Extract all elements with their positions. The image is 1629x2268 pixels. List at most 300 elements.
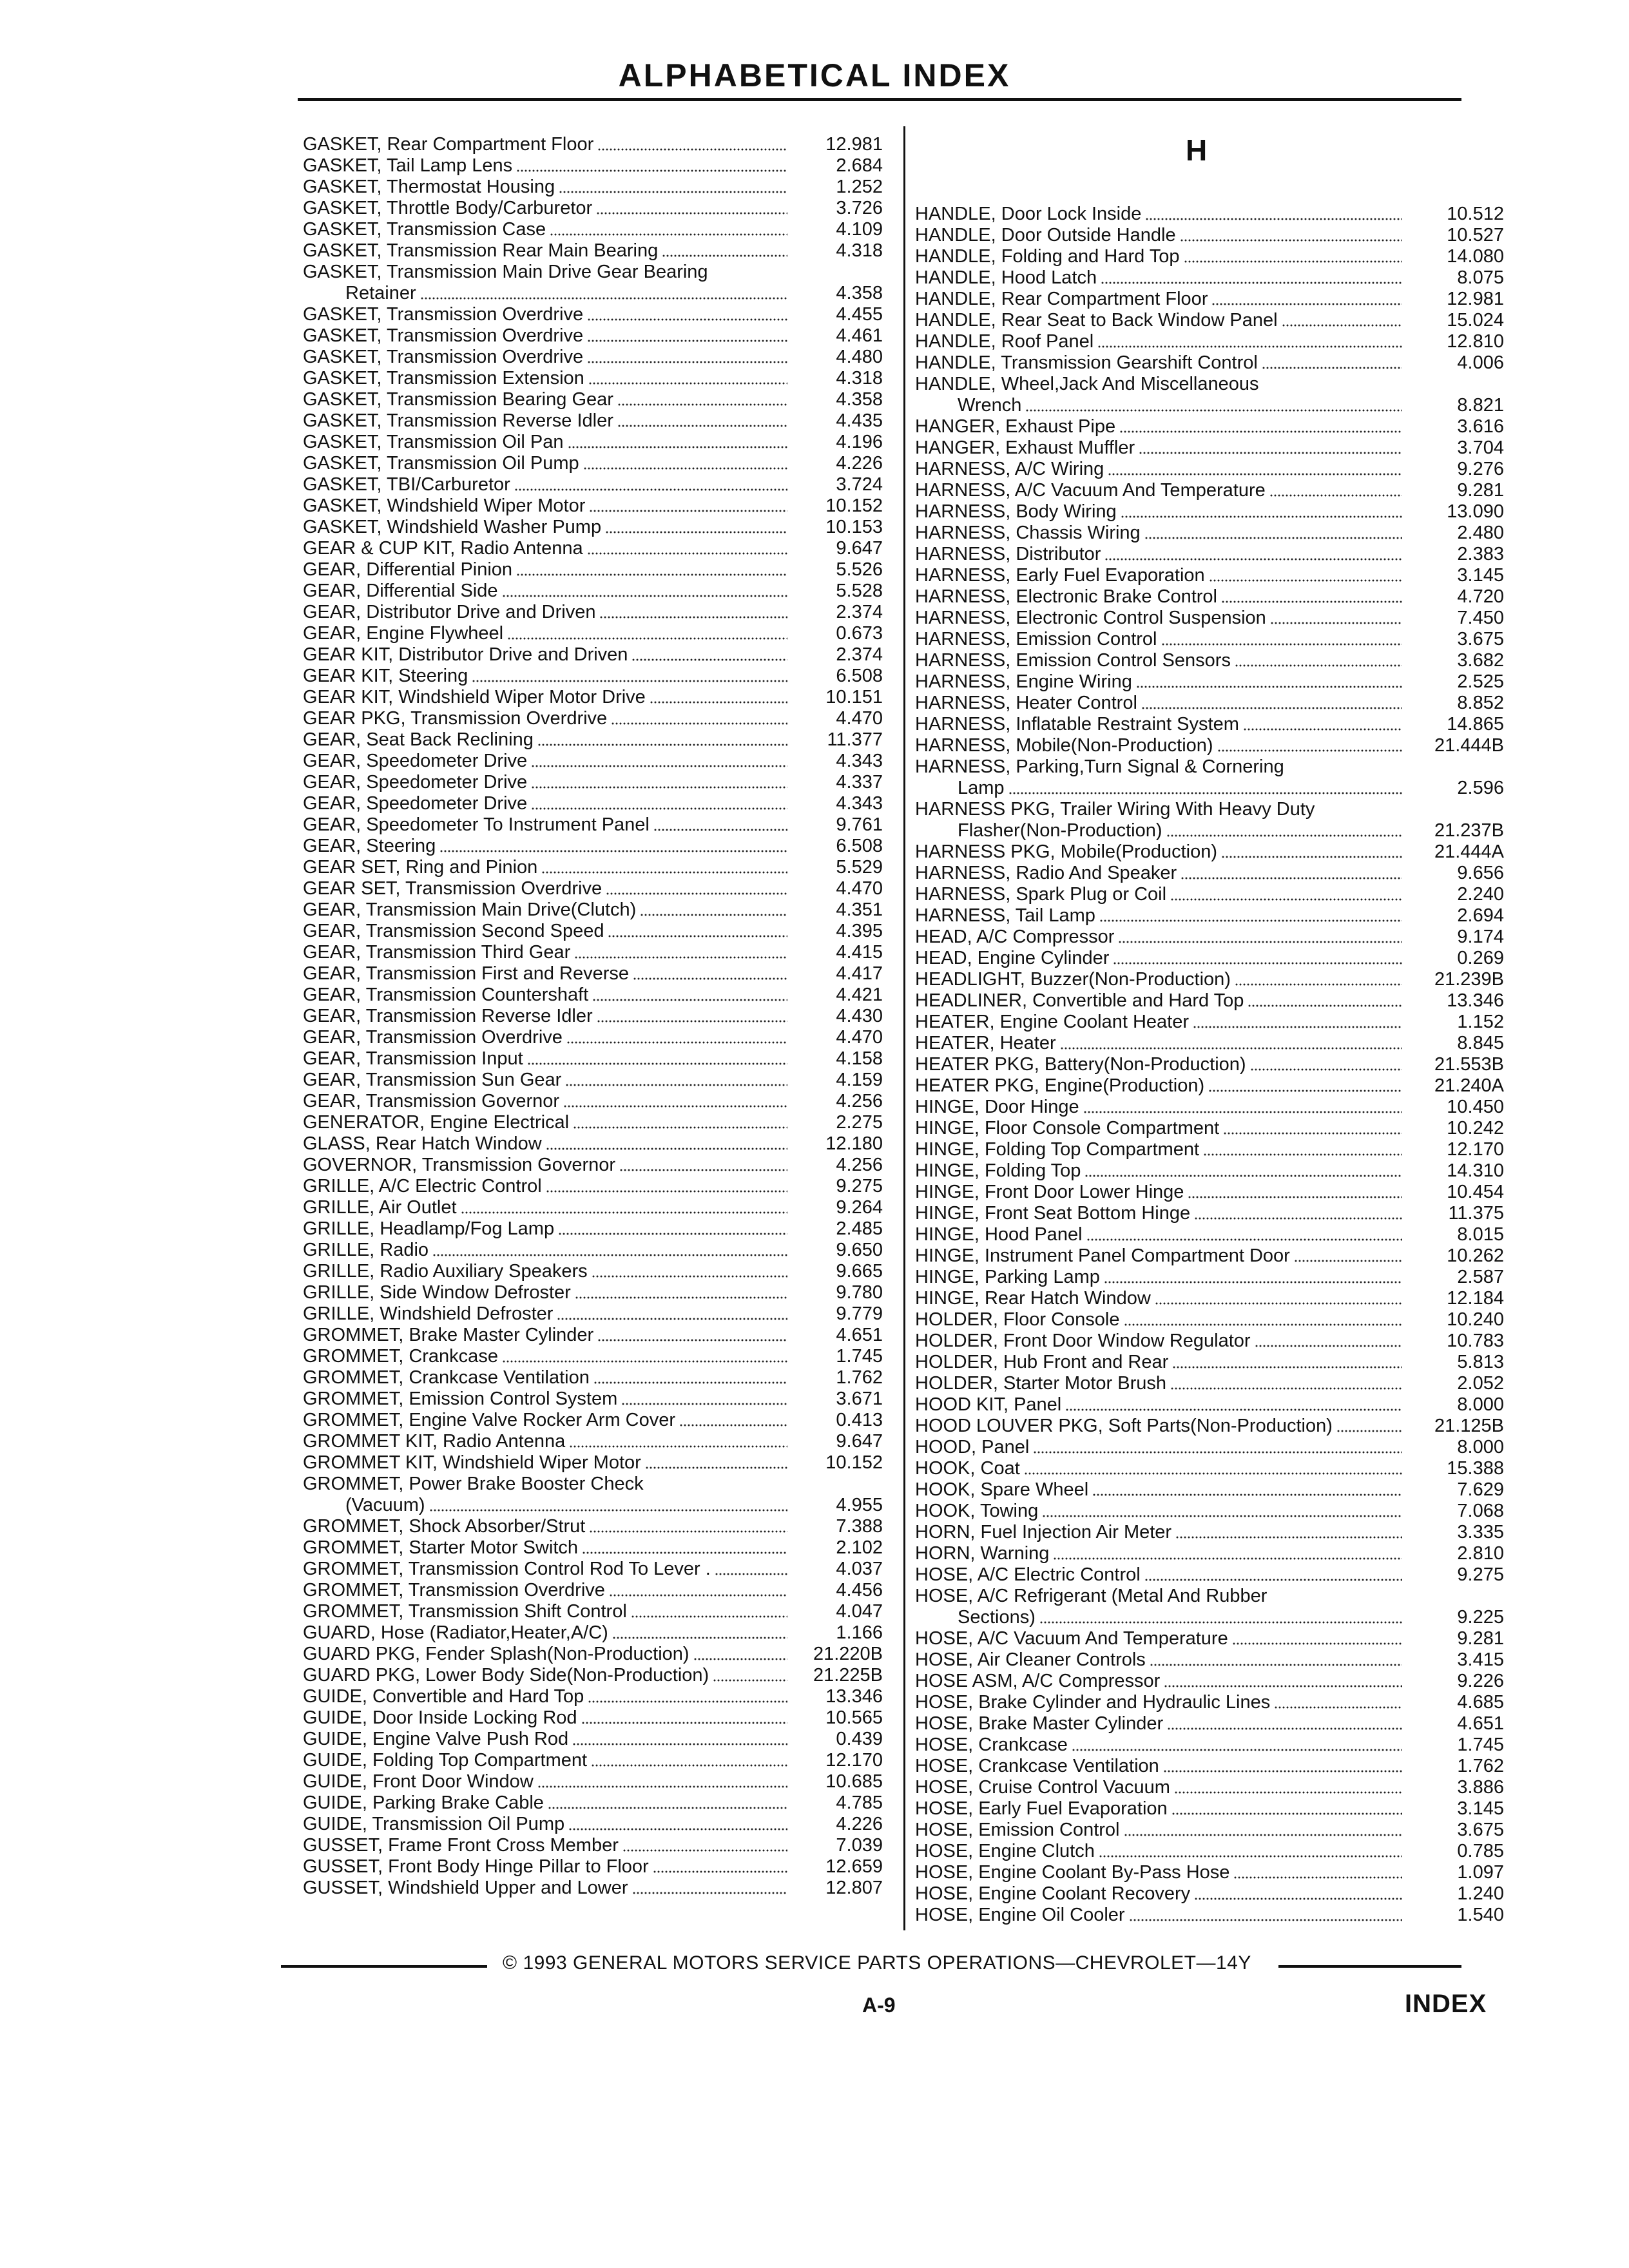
index-entry-label: HORN, Fuel Injection Air Meter bbox=[915, 1523, 1172, 1542]
dot-leader bbox=[1184, 260, 1402, 263]
index-entry-page-ref: 14.310 bbox=[1447, 1160, 1504, 1181]
left-index-column bbox=[303, 133, 883, 1898]
index-entry bbox=[303, 303, 883, 324]
index-entry-label: HOSE, Cruise Control Vacuum bbox=[915, 1778, 1170, 1797]
index-entry bbox=[303, 1047, 883, 1068]
index-entry-label: HARNESS, Distributor bbox=[915, 545, 1101, 564]
dot-leader bbox=[1099, 919, 1402, 922]
index-entry-page-ref: 13.346 bbox=[825, 1686, 883, 1707]
dot-leader bbox=[514, 488, 787, 491]
index-entry-label: HEADLIGHT, Buzzer(Non-Production) bbox=[915, 970, 1231, 989]
index-entry-page-ref: 4.037 bbox=[836, 1559, 883, 1579]
index-entry-label: GASKET, Transmission Oil Pump bbox=[303, 454, 579, 473]
index-entry-label: GROMMET KIT, Windshield Wiper Motor bbox=[303, 1454, 641, 1472]
dot-leader bbox=[559, 191, 787, 193]
index-entry-label: HARNESS, Mobile(Non-Production) bbox=[915, 736, 1213, 755]
dot-leader bbox=[1108, 473, 1402, 476]
dot-leader bbox=[1164, 1685, 1402, 1687]
index-entry-label: HARNESS PKG, Mobile(Production) bbox=[915, 843, 1217, 861]
dot-leader bbox=[1053, 1557, 1402, 1560]
index-entry-label: HORN, Warning bbox=[915, 1544, 1050, 1563]
index-entry bbox=[303, 1408, 883, 1430]
dot-leader bbox=[507, 637, 787, 640]
index-entry bbox=[915, 1393, 1504, 1414]
dot-leader bbox=[593, 1381, 787, 1384]
dot-leader bbox=[587, 361, 787, 363]
index-entry-page-ref: 9.656 bbox=[1457, 863, 1504, 883]
index-entry-page-ref: 21.239B bbox=[1434, 969, 1504, 990]
index-entry bbox=[915, 861, 1504, 883]
index-entry bbox=[303, 707, 883, 728]
dot-leader bbox=[1150, 1664, 1402, 1666]
index-entry bbox=[915, 1478, 1504, 1499]
index-entry-label: GROMMET, Shock Absorber/Strut bbox=[303, 1517, 586, 1536]
index-entry bbox=[303, 1217, 883, 1238]
index-entry bbox=[915, 1010, 1504, 1032]
dot-leader bbox=[1208, 1090, 1402, 1092]
index-entry bbox=[915, 564, 1504, 585]
index-entry-page-ref: 4.455 bbox=[836, 304, 883, 325]
dot-leader bbox=[1221, 856, 1402, 858]
index-entry-label: HARNESS, Body Wiring bbox=[915, 503, 1117, 521]
index-entry-label: HARNESS, Emission Control Sensors bbox=[915, 651, 1231, 670]
index-entry-page-ref: 21.444A bbox=[1434, 841, 1504, 862]
index-entry bbox=[303, 1536, 883, 1557]
index-entry-label: GRILLE, Radio bbox=[303, 1241, 429, 1260]
index-entry bbox=[303, 452, 883, 473]
index-entry-page-ref: 13.346 bbox=[1447, 990, 1504, 1011]
index-entry-label: HANDLE, Transmission Gearshift Control bbox=[915, 354, 1258, 372]
index-entry bbox=[303, 218, 883, 239]
index-entry bbox=[915, 1797, 1504, 1818]
index-entry-page-ref: 1.097 bbox=[1457, 1862, 1504, 1883]
dot-leader bbox=[1209, 579, 1402, 582]
index-entry-page-ref: 21.553B bbox=[1434, 1054, 1504, 1075]
dot-leader bbox=[1288, 771, 1402, 773]
index-entry-page-ref: 8.852 bbox=[1457, 693, 1504, 713]
index-entry bbox=[915, 1053, 1504, 1074]
dot-leader bbox=[1167, 1727, 1402, 1730]
index-entry-page-ref: 9.650 bbox=[836, 1240, 883, 1260]
index-entry-page-ref: 9.275 bbox=[836, 1176, 883, 1196]
dot-leader bbox=[563, 1105, 787, 1108]
page-title: ALPHABETICAL INDEX bbox=[618, 57, 1011, 93]
index-entry-page-ref: 4.226 bbox=[836, 1814, 883, 1834]
index-entry bbox=[915, 309, 1504, 330]
index-entry-label: GASKET, Transmission Overdrive bbox=[303, 348, 584, 367]
dot-leader bbox=[1172, 1366, 1402, 1369]
dot-leader bbox=[516, 573, 787, 576]
index-entry-label: HINGE, Instrument Panel Compartment Door bbox=[915, 1247, 1290, 1265]
index-entry-label: HARNESS, Electronic Brake Control bbox=[915, 588, 1217, 606]
index-entry-page-ref: 7.068 bbox=[1457, 1501, 1504, 1521]
index-entry bbox=[303, 537, 883, 558]
index-entry-label: HOSE, Engine Coolant Recovery bbox=[915, 1885, 1191, 1903]
index-entry-label: GROMMET KIT, Radio Antenna bbox=[303, 1432, 566, 1451]
index-entry-label: HOSE, Brake Master Cylinder bbox=[915, 1715, 1164, 1733]
index-entry-page-ref: 3.675 bbox=[1457, 1820, 1504, 1840]
index-entry-label: HANGER, Exhaust Pipe bbox=[915, 418, 1116, 436]
dot-leader bbox=[1072, 1749, 1402, 1751]
index-entry bbox=[303, 558, 883, 579]
index-entry bbox=[915, 776, 1504, 798]
index-entry-page-ref: 8.000 bbox=[1457, 1437, 1504, 1457]
index-entry-label: GUIDE, Door Inside Locking Rod bbox=[303, 1709, 577, 1727]
index-entry bbox=[915, 606, 1504, 628]
index-entry bbox=[915, 1457, 1504, 1478]
index-entry-page-ref: 4.651 bbox=[1457, 1713, 1504, 1734]
dot-leader bbox=[632, 1892, 787, 1894]
dot-leader bbox=[1180, 239, 1402, 242]
index-entry-page-ref: 4.109 bbox=[836, 219, 883, 240]
index-entry-label: GEAR, Steering bbox=[303, 837, 436, 856]
dot-leader bbox=[1139, 452, 1402, 454]
dot-leader bbox=[1250, 1068, 1402, 1071]
index-entry-label: GEAR, Seat Back Reclining bbox=[303, 731, 534, 749]
dot-leader bbox=[569, 1445, 787, 1448]
dot-leader bbox=[1025, 409, 1402, 412]
index-entry bbox=[303, 133, 883, 154]
dot-leader bbox=[587, 318, 787, 321]
index-entry-page-ref: 2.383 bbox=[1457, 544, 1504, 564]
index-entry bbox=[915, 202, 1504, 224]
index-entry bbox=[303, 1685, 883, 1706]
dot-leader bbox=[1248, 1004, 1402, 1007]
index-entry-label: GASKET, Transmission Oil Pan bbox=[303, 433, 564, 452]
index-entry-page-ref: 1.166 bbox=[836, 1622, 883, 1643]
index-entry-label: HOSE, Air Cleaner Controls bbox=[915, 1651, 1146, 1669]
dot-leader bbox=[574, 956, 787, 959]
dot-leader bbox=[592, 999, 787, 1001]
dot-leader bbox=[1203, 1153, 1402, 1156]
index-entry-label: GROMMET, Transmission Control Rod To Lever . bbox=[303, 1560, 711, 1579]
index-entry-page-ref: 2.052 bbox=[1457, 1373, 1504, 1394]
dot-leader bbox=[1145, 218, 1402, 220]
index-entry-page-ref: 3.682 bbox=[1457, 650, 1504, 671]
index-entry bbox=[303, 1430, 883, 1451]
index-entry-label: HANDLE, Roof Panel bbox=[915, 332, 1094, 351]
index-entry-page-ref: 4.470 bbox=[836, 878, 883, 899]
index-entry-page-ref: 2.102 bbox=[836, 1537, 883, 1558]
index-entry-page-ref: 4.358 bbox=[836, 283, 883, 303]
dot-leader bbox=[432, 1254, 787, 1256]
index-entry-label: HOSE, A/C Vacuum And Temperature bbox=[915, 1629, 1228, 1648]
dot-leader bbox=[1271, 1600, 1402, 1602]
index-entry-page-ref: 3.335 bbox=[1457, 1522, 1504, 1542]
index-entry bbox=[915, 1861, 1504, 1882]
index-entry bbox=[915, 1818, 1504, 1840]
index-entry bbox=[303, 813, 883, 834]
index-entry bbox=[303, 898, 883, 919]
index-entry-label: HINGE, Front Door Lower Hinge bbox=[915, 1183, 1184, 1202]
index-entry-page-ref: 13.090 bbox=[1447, 501, 1504, 522]
index-entry bbox=[915, 287, 1504, 309]
index-entry-label: HANDLE, Wheel,Jack And Miscellaneous bbox=[915, 375, 1259, 394]
index-entry-page-ref: 10.512 bbox=[1447, 204, 1504, 224]
index-entry-label: GUSSET, Windshield Upper and Lower bbox=[303, 1879, 628, 1898]
dot-leader bbox=[1060, 1047, 1402, 1050]
index-entry bbox=[915, 1244, 1504, 1265]
index-entry bbox=[915, 394, 1504, 415]
dot-leader bbox=[1269, 494, 1402, 497]
dot-leader bbox=[1129, 1919, 1402, 1921]
index-entry-page-ref: 4.358 bbox=[836, 389, 883, 410]
index-entry-label: HARNESS, Chassis Wiring bbox=[915, 524, 1141, 543]
dot-leader bbox=[1232, 1642, 1402, 1645]
index-entry-label: HARNESS, Electronic Control Suspension bbox=[915, 609, 1266, 628]
index-entry-page-ref: 10.685 bbox=[825, 1771, 883, 1792]
index-entry-page-ref: 4.343 bbox=[836, 793, 883, 814]
index-entry-label: HARNESS, Early Fuel Evaporation bbox=[915, 566, 1205, 585]
index-entry bbox=[303, 1770, 883, 1791]
index-entry bbox=[303, 388, 883, 409]
dot-leader bbox=[1274, 1706, 1402, 1709]
index-entry bbox=[303, 1664, 883, 1685]
index-entry-page-ref: 12.981 bbox=[825, 134, 883, 155]
index-entry-page-ref: 21.220B bbox=[813, 1644, 883, 1664]
index-entry bbox=[303, 622, 883, 643]
index-entry bbox=[303, 515, 883, 537]
index-entry bbox=[915, 372, 1504, 394]
index-entry-label: GEAR, Transmission Input bbox=[303, 1050, 523, 1068]
index-entry bbox=[303, 1494, 883, 1515]
index-entry-label: HOOD LOUVER PKG, Soft Parts(Non-Production) bbox=[915, 1417, 1333, 1436]
index-entry bbox=[303, 1642, 883, 1664]
dot-leader bbox=[582, 1552, 787, 1554]
index-entry-label: GEAR, Transmission First and Reverse bbox=[303, 965, 630, 983]
index-entry bbox=[915, 1032, 1504, 1053]
index-entry-page-ref: 1.762 bbox=[1457, 1756, 1504, 1776]
index-entry bbox=[915, 755, 1504, 776]
index-entry-label: HEATER, Heater bbox=[915, 1034, 1056, 1053]
index-entry-page-ref: 9.647 bbox=[836, 1431, 883, 1452]
index-entry bbox=[915, 1180, 1504, 1202]
index-entry bbox=[915, 1712, 1504, 1733]
dot-leader bbox=[679, 1424, 787, 1427]
footer-copyright: © 1993 GENERAL MOTORS SERVICE PARTS OPERATIONS—CHEVROLET—14Y bbox=[503, 1952, 1251, 1974]
index-entry bbox=[303, 1706, 883, 1727]
index-entry-page-ref: 4.226 bbox=[836, 453, 883, 474]
index-entry bbox=[303, 579, 883, 601]
index-entry-label: HOOK, Coat bbox=[915, 1459, 1020, 1478]
index-entry-label: GEAR, Transmission Governor bbox=[303, 1092, 560, 1111]
index-entry-label: GASKET, Transmission Extension bbox=[303, 369, 584, 388]
dot-leader bbox=[631, 1615, 787, 1618]
dot-leader bbox=[609, 1594, 787, 1597]
index-entry bbox=[303, 1834, 883, 1855]
index-entry-page-ref: 4.417 bbox=[836, 963, 883, 984]
index-entry-label: GASKET, Transmission Case bbox=[303, 220, 546, 239]
index-entry bbox=[303, 1876, 883, 1898]
index-entry-label: HOSE, Crankcase Ventilation bbox=[915, 1757, 1159, 1776]
dot-leader bbox=[619, 1169, 787, 1171]
index-entry-page-ref: 1.745 bbox=[1457, 1735, 1504, 1755]
index-entry-label: HANDLE, Rear Compartment Floor bbox=[915, 290, 1208, 309]
index-entry-page-ref: 2.810 bbox=[1457, 1543, 1504, 1564]
index-entry bbox=[915, 1840, 1504, 1861]
index-entry bbox=[915, 1563, 1504, 1584]
index-entry bbox=[915, 989, 1504, 1010]
index-entry-label: HARNESS, Spark Plug or Coil bbox=[915, 885, 1167, 904]
index-entry-label: GROMMET, Engine Valve Rocker Arm Cover bbox=[303, 1411, 676, 1430]
index-entry-label: GROMMET, Crankcase Ventilation bbox=[303, 1369, 590, 1387]
index-entry-page-ref: 10.152 bbox=[825, 1452, 883, 1473]
index-entry-page-ref: 9.226 bbox=[1457, 1671, 1504, 1691]
index-entry-label: HOSE ASM, A/C Compressor bbox=[915, 1672, 1161, 1691]
index-entry-label: GEAR, Transmission Main Drive(Clutch) bbox=[303, 901, 637, 919]
index-entry bbox=[303, 1749, 883, 1770]
index-entry-page-ref: 2.694 bbox=[1457, 905, 1504, 926]
index-entry-label: Retainer bbox=[345, 284, 416, 303]
index-entry-label: GEAR, Transmission Third Gear bbox=[303, 943, 571, 962]
dot-leader bbox=[1217, 749, 1402, 752]
index-entry-label: HOSE, A/C Electric Control bbox=[915, 1566, 1141, 1584]
index-entry-page-ref: 3.726 bbox=[836, 198, 883, 218]
title-rule bbox=[298, 98, 1461, 101]
dot-leader bbox=[1118, 941, 1402, 943]
index-entry-label: HINGE, Rear Hatch Window bbox=[915, 1289, 1151, 1308]
dot-leader bbox=[541, 871, 787, 874]
index-entry-page-ref: 4.435 bbox=[836, 410, 883, 431]
index-entry-page-ref: 10.242 bbox=[1447, 1118, 1504, 1139]
dot-leader bbox=[1194, 1217, 1402, 1220]
index-entry-page-ref: 2.525 bbox=[1457, 671, 1504, 692]
index-entry bbox=[915, 521, 1504, 543]
index-entry-label: HARNESS PKG, Trailer Wiring With Heavy Duty bbox=[915, 800, 1315, 819]
dot-leader bbox=[587, 340, 787, 342]
index-entry bbox=[915, 649, 1504, 670]
dot-leader bbox=[1235, 983, 1402, 986]
index-entry-page-ref: 3.671 bbox=[836, 1389, 883, 1409]
index-entry-page-ref: 7.629 bbox=[1457, 1479, 1504, 1500]
dot-leader bbox=[1144, 1579, 1402, 1581]
dot-leader bbox=[1171, 1812, 1402, 1815]
index-entry-page-ref: 9.779 bbox=[836, 1303, 883, 1324]
dot-leader bbox=[548, 1807, 787, 1809]
index-entry-label: GEAR PKG, Transmission Overdrive bbox=[303, 709, 608, 728]
index-entry-page-ref: 0.673 bbox=[836, 623, 883, 644]
dot-leader bbox=[568, 446, 787, 448]
index-entry-label: GROMMET, Power Brake Booster Check bbox=[303, 1475, 644, 1494]
index-entry-page-ref: 8.000 bbox=[1457, 1394, 1504, 1415]
index-entry-label: Sections) bbox=[958, 1608, 1036, 1627]
index-entry-label: GOVERNOR, Transmission Governor bbox=[303, 1156, 616, 1175]
index-entry bbox=[303, 1387, 883, 1408]
index-entry bbox=[303, 1132, 883, 1153]
index-entry-label: HANDLE, Door Lock Inside bbox=[915, 205, 1142, 224]
index-entry-page-ref: 10.151 bbox=[825, 687, 883, 707]
dot-leader bbox=[420, 297, 787, 300]
index-entry bbox=[303, 983, 883, 1004]
index-entry bbox=[915, 1606, 1504, 1627]
index-entry-page-ref: 6.508 bbox=[836, 666, 883, 686]
index-entry bbox=[915, 1542, 1504, 1563]
index-entry-label: HINGE, Folding Top bbox=[915, 1162, 1081, 1180]
index-entry-label: GEAR, Differential Pinion bbox=[303, 561, 513, 579]
index-entry-page-ref: 3.704 bbox=[1457, 437, 1504, 458]
dot-leader bbox=[557, 1318, 787, 1320]
dot-leader bbox=[1193, 1026, 1402, 1028]
index-entry-label: GASKET, Thermostat Housing bbox=[303, 178, 555, 197]
index-entry-page-ref: 3.886 bbox=[1457, 1777, 1504, 1798]
index-entry-label: GASKET, Transmission Bearing Gear bbox=[303, 390, 613, 409]
dot-leader bbox=[712, 276, 787, 278]
index-entry bbox=[915, 1776, 1504, 1797]
index-entry bbox=[915, 245, 1504, 266]
index-entry-page-ref: 3.675 bbox=[1457, 629, 1504, 649]
dot-leader bbox=[461, 1211, 787, 1214]
dot-leader bbox=[1223, 1132, 1402, 1135]
index-entry-page-ref: 11.377 bbox=[827, 729, 883, 750]
index-entry bbox=[915, 628, 1504, 649]
index-entry-page-ref: 8.821 bbox=[1457, 395, 1504, 416]
dot-leader bbox=[1104, 558, 1402, 561]
index-entry-page-ref: 9.275 bbox=[1457, 1564, 1504, 1585]
dot-leader bbox=[611, 722, 787, 725]
index-entry bbox=[303, 1515, 883, 1536]
index-entry-page-ref: 7.450 bbox=[1457, 608, 1504, 628]
dot-leader bbox=[527, 1062, 787, 1065]
index-entry bbox=[303, 1026, 883, 1047]
index-entry-label: HEADLINER, Convertible and Hard Top bbox=[915, 992, 1244, 1010]
index-entry-label: GEAR SET, Transmission Overdrive bbox=[303, 879, 602, 898]
index-entry-label: HARNESS, Emission Control bbox=[915, 630, 1157, 649]
index-entry-page-ref: 10.152 bbox=[825, 495, 883, 516]
index-entry-label: GRILLE, Air Outlet bbox=[303, 1198, 457, 1217]
index-entry-label: GASKET, Rear Compartment Floor bbox=[303, 135, 594, 154]
dot-leader bbox=[537, 744, 787, 746]
dot-leader bbox=[713, 1679, 787, 1682]
index-entry bbox=[915, 543, 1504, 564]
index-entry-page-ref: 3.145 bbox=[1457, 565, 1504, 586]
index-entry-label: GUARD, Hose (Radiator,Heater,A/C) bbox=[303, 1624, 608, 1642]
index-entry-label: Lamp bbox=[958, 779, 1005, 798]
dot-leader bbox=[1084, 1175, 1402, 1177]
index-entry-page-ref: 3.616 bbox=[1457, 416, 1504, 437]
index-entry bbox=[915, 1648, 1504, 1669]
index-entry-label: HOOD, Panel bbox=[915, 1438, 1030, 1457]
section-letter: H bbox=[1186, 133, 1208, 167]
index-entry-page-ref: 21.125B bbox=[1434, 1416, 1504, 1436]
index-entry bbox=[915, 904, 1504, 925]
index-entry-page-ref: 4.318 bbox=[836, 368, 883, 389]
index-entry-page-ref: 1.745 bbox=[836, 1346, 883, 1367]
index-entry bbox=[303, 834, 883, 856]
index-entry-page-ref: 8.075 bbox=[1457, 267, 1504, 288]
index-entry-page-ref: 2.587 bbox=[1457, 1267, 1504, 1287]
dot-leader bbox=[1097, 345, 1402, 348]
index-entry-page-ref: 1.152 bbox=[1457, 1012, 1504, 1032]
index-entry-label: HOOK, Spare Wheel bbox=[915, 1481, 1089, 1499]
dot-leader bbox=[1233, 1876, 1402, 1879]
index-entry-label: GRILLE, Radio Auxiliary Speakers bbox=[303, 1262, 588, 1281]
index-entry bbox=[303, 1111, 883, 1132]
index-entry-page-ref: 9.225 bbox=[1457, 1607, 1504, 1628]
index-entry-page-ref: 12.807 bbox=[825, 1878, 883, 1898]
index-entry-page-ref: 4.256 bbox=[836, 1155, 883, 1175]
index-entry bbox=[915, 883, 1504, 904]
index-entry bbox=[303, 601, 883, 622]
dot-leader bbox=[1262, 367, 1402, 369]
index-entry bbox=[915, 351, 1504, 372]
index-entry-label: HOSE, Engine Coolant By-Pass Hose bbox=[915, 1863, 1230, 1882]
dot-leader bbox=[1161, 643, 1403, 646]
index-entry-page-ref: 9.264 bbox=[836, 1197, 883, 1218]
dot-leader bbox=[1042, 1515, 1402, 1517]
dot-leader bbox=[1294, 1260, 1402, 1262]
index-entry bbox=[303, 1451, 883, 1472]
index-entry bbox=[303, 175, 883, 197]
